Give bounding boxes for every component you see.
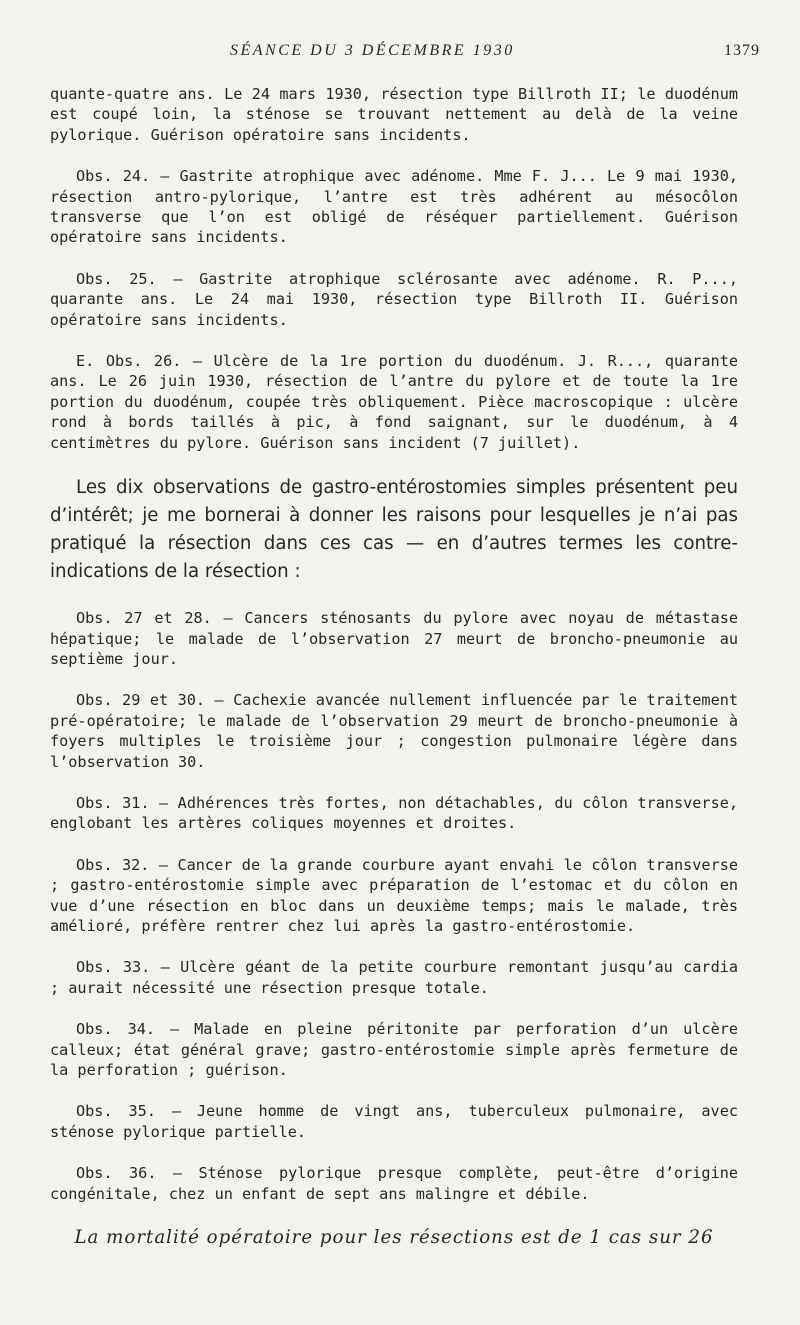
- running-header: [0, 42, 800, 66]
- running-title: SÉANCE DU 3 DÉCEMBRE 1930: [230, 42, 515, 59]
- paragraph-obs-36: Obs. 36. — Sténose pylorique presque complète, peut-être d’origine congénitale, chez un enfant de sept ans malingre et débile.: [50, 1164, 738, 1203]
- paragraph-obs-31: Obs. 31. — Adhérences très fortes, non détachables, du côlon transverse, englobant les artères coliques moyennes et droites.: [50, 793, 738, 833]
- paragraph-obs-25: Obs. 25. — Gastrite atrophique sclérosante avec adénome. R. P..., quarante ans. Le 24 mai 1930, résection type Billroth II. Guérison opératoire sans incidents.: [50, 269, 738, 329]
- paragraph-obs-35: Obs. 35. — Jeune homme de vingt ans, tuberculeux pulmonaire, avec sténose pylorique partielle.: [50, 1102, 738, 1141]
- paragraph-obs-27-28: Obs. 27 et 28. — Cancers sténosants du pylore avec noyau de métastase hépatique; le malade de l’observation 27 meurt de broncho-pneumonie au septième jour.: [50, 609, 738, 668]
- paragraph-obs-29-30: Obs. 29 et 30. — Cachexie avancée nullement influencée par le traitement pré-opératoire; le malade de l’observation 29 meurt de broncho-pneumonie à foyers multiples le troisième jour ; congestion pulmonaire légère dans l’observation 30.: [50, 691, 738, 771]
- paragraph-obs-34: Obs. 34. — Malade en pleine péritonite par perforation d’un ulcère calleux; état général grave; gastro-entérostomie simple après fermeture de la perforation ; guérison.: [50, 1020, 738, 1079]
- page-number: 1379: [724, 42, 760, 59]
- conclusion-line: La mortalité opératoire pour les résections est de 1 cas sur 26: [74, 1227, 714, 1249]
- paragraph-continued: quante-quatre ans. Le 24 mars 1930, résection type Billroth II; le duodénum est coupé loin, la sténose se trouvant nettement au delà de la veine pylorique. Guérison opératoire sans incidents.: [50, 85, 738, 144]
- lead-paragraph: Les dix observations de gastro-entérostomies simples présentent peu d’intérêt; je me bornerai à donner les raisons pour lesquelles je n’ai pas pratiqué la résection dans ces cas — en d’autres termes les contre-indications de la résection :: [50, 477, 738, 583]
- paragraph-obs-32: Obs. 32. — Cancer de la grande courbure ayant envahi le côlon transverse ; gastro-entérostomie simple avec préparation de l’estomac et du côlon en vue d’une résection en bloc dans un deuxième temps; mais le malade, très amélioré, préfère rentrer chez lui après la gastro-entérostomie.: [50, 855, 738, 935]
- paragraph-obs-33: Obs. 33. — Ulcère géant de la petite courbure remontant jusqu’au cardia ; aurait nécessité une résection presque totale.: [50, 958, 738, 997]
- document-body: [50, 84, 738, 1251]
- paragraph-obs-24: Obs. 24. — Gastrite atrophique avec adénome. Mme F. J... Le 9 mai 1930, résection antro-pylorique, l’antre est très adhérent au mésocôlon transverse que l’on est obligé de réséquer partiellement. Guérison opératoire sans incidents.: [50, 167, 738, 247]
- paragraph-obs-26: E. Obs. 26. — Ulcère de la 1re portion du duodénum. J. R..., quarante ans. Le 26 juin 1930, résection de l’antre du pylore et de toute la 1re portion du duodénum, coupée très obliquement. Pièce macroscopique : ulcère rond à bords taillés à pic, à fond saignant, sur le duodénum, à 4 centimètres du pylore. Guérison sans incident (7 juillet).: [50, 352, 738, 452]
